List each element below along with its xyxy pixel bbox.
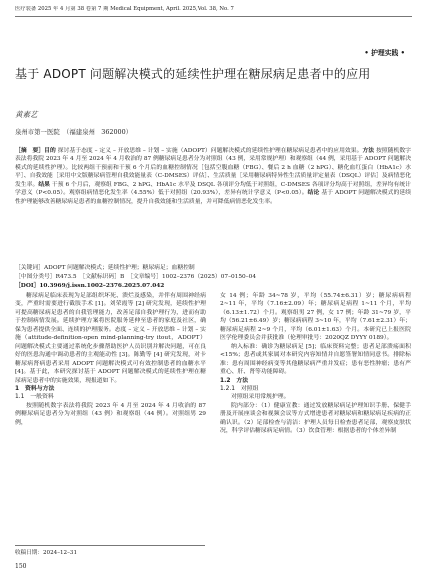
received-date-footnote: 收稿日期：2024–12–31 bbox=[15, 545, 205, 556]
abstract bbox=[15, 147, 411, 206]
right-column bbox=[220, 292, 411, 436]
classification: ［中图分类号］R473.5 ［文献标识码］B ［文章编号］1002–2376（2025）07–0150–04 bbox=[15, 274, 257, 280]
intro-paragraph: 糖尿病足临床表现为足部组织坏死、溃烂及感染，并伴有周围神经病变，严重时需要进行截肢手术 [1]。刘荣霞等 [2] 研究发现，延续性护理可提高糖尿病足患者的自我管理能力，改善足部自我护理行为，进而有助于控制病情发展。延续护理方案将医院服务延伸至患者的家庭及社区，确保为患者提供全面、连续的护理服务。态度 – 定义 – 开放思维 – 计划 – 实施（attitude-definition-open mind-planning-try itout，ADOPT）问题解决模式主要通过系统化步骤帮助医护人员识别并解决问题，可在良好的医患沟通中调动患者的主观能动性 [3]。陈勤等 [4] 研究发现，对卡糖尿病肾病患者采用 ADOPT 问题解决模式可有效控制患者的血糖水平 [4]。基于此，本研究探讨基于 ADOPT 问题解决模式的延续性护理在糖尿病足患者中的实施效果，现报道如下。 bbox=[15, 293, 206, 384]
author: 黄素艺 bbox=[15, 110, 38, 119]
affiliation: 泉州市第一医院 （福建泉州 362000） bbox=[15, 128, 133, 136]
conclusion-label: 结论 bbox=[307, 190, 320, 197]
objective-text: 探讨基于态度 – 定义 – 开放思维 – 计划 – 实施（ADOPT）问题解决模式的延续性护理在糖尿病足患者中的应用效果。 bbox=[57, 148, 363, 154]
abstract-label: ［摘 要］ bbox=[15, 148, 45, 154]
inpatient-paragraph: 院内部分：（1）健康宣教：通过发放糖尿病足护理知识手册、保健手册及开展座谈会和视频会议等方式增进患者对糖尿病和糖尿病足疾病的正确认识。（2）足部检查与清洁：护理人员每日检查患者足部，观察皮肤状况，科学评估糖尿病足病情。（3）饮食管理：根据患者的个体差异制 bbox=[220, 402, 411, 435]
demographics-paragraph: 女 14 例；年龄 34~78 岁，平均（55.74±6.31）岁；糖尿病病程 2~11 年，平均（7.16±2.09）年；糖尿病足病程 1~11 个月，平均（6.13±1.72）个月。观察组男 27 例，女 17 例；年龄 31~79 岁，平均（56.21±6.49）岁；糖尿病病程 3~10 年，平均（7.61±2.31）年；糖尿病足病程 2~9 个月，平均（6.01±1.63）个月。本研究已上报医院医学伦理委员会并获批准（伦理审批号：2020QZ DYYY 0189）。 bbox=[220, 293, 411, 342]
control-group-paragraph: 对照组采用常规护理。 bbox=[231, 394, 290, 401]
objective-label: 目的 bbox=[44, 148, 56, 154]
running-header bbox=[15, 6, 412, 17]
conclusion-text: 基于 ADOPT 问题解决模式的延续性护理能够改善糖尿病足患者的血糖控制情况，提升自我效能和生活质量，并可降低病情恶化发生率。 bbox=[15, 190, 411, 205]
section-heading-1-2: 1.2 方法 bbox=[220, 377, 249, 384]
page-number: 150 bbox=[15, 563, 27, 570]
page-title: 基于 ADOPT 问题解决模式的延续性护理在糖尿病足患者中的应用 bbox=[15, 67, 371, 81]
results-label: 结果 bbox=[38, 181, 51, 188]
criteria-paragraph: 纳入标准：确诊为糖尿病足 [5]；临床资料完整；患者足部溃疡面积 <15%；患者或其家属对本研究内容知情并自愿签署知情同意书。排除标准：患有周围神经病变等其他糖尿病严重并发症；患有恶性肿瘤；患有严重心、肝、肾等功能障碍。 bbox=[220, 343, 411, 376]
section-heading-1: 1 资料与方法 bbox=[15, 385, 55, 392]
methods-text: 按照随机数字表法将我院 2023 年 4 月至 2024 年 4 月收治的 87 例糖尿病足患者分为对照组（43 例，采用常规护理）和观察组（44 例，采用基于 ADOPT 问题解决模式的延续性护理）。比较两组干预前和干预 6 个月后的血糖控制情况［包括空腹血糖（FBG）、餐后 2 h 血糖（2 hPG）、糖化血红蛋白（HbA1c）水平］、自我效能［采用中文版糖尿病管理自我效能量表（C-DMSES）评估］、生活质量［采用糖尿病特异性生活质量评定量表（DSQL）评估］及病情恶化发生率。 bbox=[15, 148, 412, 188]
section-heading-1-1: 1.1 一般资料 bbox=[15, 394, 54, 401]
section-heading-1-2-1: 1.2.1 对照组 bbox=[220, 385, 259, 392]
keywords: ［关键词］ADOPT 问题解决模式；延续性护理；糖尿病足；血糖控制 bbox=[15, 265, 195, 271]
results-text: 干预 6 个月后，观察组 FBG、2 hPG、HbA1c 水平及 DSQL 各项评分均低于对照组，C-DMSES 各项评分均高于对照组，差异均有统计学意义（P<0.05）。观察组病情恶化发生率（4.55%）低于对照组（20.93%），差异有统计学意义（P<0.05）。 bbox=[15, 181, 411, 197]
section-label: • 护理实践 • bbox=[364, 49, 405, 57]
journal-info: 医疗装备 2025 年 4 月第 38 卷第 7 期 Medical Equipment, April. 2025,Vol. 38, No. 7 bbox=[15, 6, 234, 12]
methods-label: 方法 bbox=[362, 148, 375, 154]
left-column bbox=[15, 292, 206, 427]
doi: ［DOI］10.3969/j.issn.1002–2376.2025.07.042 bbox=[15, 283, 165, 289]
general-data-paragraph: 按照随机数字表法将我院 2023 年 4 月至 2024 年 4 月收治的 87 例糖尿病足患者分为对照组（43 例）和观察组（44 例）。对照组男 29 例， bbox=[15, 402, 206, 426]
